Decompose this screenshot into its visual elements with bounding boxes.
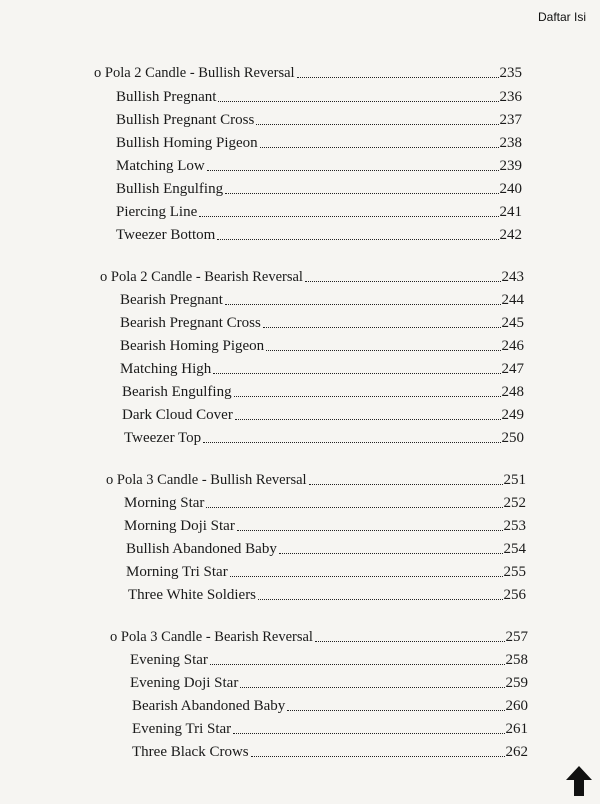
- toc-entry-label: Morning Tri Star: [126, 564, 228, 580]
- toc-page-number: 255: [503, 564, 526, 580]
- toc-entry[interactable]: [126, 559, 526, 581]
- leader-dots: [225, 192, 498, 194]
- toc-page-number: 243: [501, 269, 524, 285]
- toc-heading-label: o Pola 2 Candle - Bearish Reversal: [100, 269, 303, 285]
- toc-entry-label: Tweezer Top: [124, 430, 202, 446]
- toc-entry[interactable]: [130, 647, 528, 669]
- toc-entry[interactable]: [124, 513, 526, 535]
- toc-entry[interactable]: [116, 199, 522, 221]
- toc-page-number: 253: [503, 518, 526, 534]
- toc-page-number: 254: [503, 541, 526, 557]
- toc-heading[interactable]: [110, 624, 528, 646]
- toc-entry[interactable]: [132, 693, 528, 715]
- leader-dots: [218, 100, 498, 102]
- toc-entry[interactable]: [116, 222, 522, 244]
- toc-entry-label: Bearish Engulfing: [122, 384, 232, 400]
- toc-entry-label: Bullish Pregnant Cross: [116, 112, 255, 128]
- leader-dots: [251, 755, 505, 757]
- toc-page-number: 251: [503, 472, 526, 488]
- leader-dots: [260, 146, 499, 148]
- toc-entry-label: Three White Soldiers: [128, 587, 257, 603]
- toc-entry[interactable]: [116, 153, 522, 175]
- leader-dots: [235, 418, 501, 420]
- toc-heading[interactable]: [106, 467, 526, 489]
- toc-entry[interactable]: [132, 739, 528, 761]
- leader-dots: [305, 280, 501, 282]
- toc-entry-label: Three Black Crows: [132, 744, 249, 760]
- toc-page-number: 239: [499, 158, 522, 174]
- leader-dots: [297, 76, 499, 78]
- toc-page-number: 249: [501, 407, 524, 423]
- toc-entry-label: Evening Doji Star: [130, 675, 239, 691]
- toc-entry-label: Bullish Engulfing: [116, 181, 224, 197]
- toc-entry-label: Bearish Abandoned Baby: [132, 698, 286, 714]
- leader-dots: [206, 506, 502, 508]
- toc-entry[interactable]: [120, 356, 524, 378]
- leader-dots: [225, 303, 501, 305]
- arrow-up-icon[interactable]: [564, 764, 594, 798]
- toc-entry[interactable]: [116, 107, 522, 129]
- toc-entry[interactable]: [116, 176, 522, 198]
- leader-dots: [240, 686, 504, 688]
- toc-entry[interactable]: [132, 716, 528, 738]
- toc-heading[interactable]: [100, 264, 524, 286]
- page-header-title: Daftar Isi: [537, 10, 586, 24]
- toc-page-number: 262: [505, 744, 528, 760]
- toc-page-number: 242: [499, 227, 522, 243]
- leader-dots: [309, 483, 503, 485]
- leader-dots: [210, 663, 505, 665]
- toc-entry[interactable]: [116, 130, 522, 152]
- toc-entry-label: Bullish Pregnant: [116, 89, 217, 105]
- leader-dots: [199, 215, 498, 217]
- leader-dots: [258, 598, 502, 600]
- toc-entry[interactable]: [126, 536, 526, 558]
- leader-dots: [315, 640, 505, 642]
- toc-page-number: 238: [499, 135, 522, 151]
- leader-dots: [213, 372, 500, 374]
- leader-dots: [233, 732, 504, 734]
- leader-dots: [266, 349, 500, 351]
- toc-page-number: 252: [503, 495, 526, 511]
- toc-page-number: 244: [501, 292, 524, 308]
- leader-dots: [234, 395, 501, 397]
- toc-entry[interactable]: [120, 287, 524, 309]
- toc-page-number: 248: [501, 384, 524, 400]
- toc-entry-label: Bullish Homing Pigeon: [116, 135, 258, 151]
- toc-entry[interactable]: [116, 84, 522, 106]
- leader-dots: [203, 441, 500, 443]
- toc-page-number: 261: [505, 721, 528, 737]
- toc-entry-label: Piercing Line: [116, 204, 198, 220]
- toc-page-number: 257: [505, 629, 528, 645]
- toc-entry[interactable]: [128, 582, 526, 604]
- toc-page-number: 260: [505, 698, 528, 714]
- toc-entry-label: Matching High: [120, 361, 212, 377]
- toc-entry-label: Tweezer Bottom: [116, 227, 216, 243]
- toc-entry-label: Morning Star: [124, 495, 205, 511]
- toc-entry-label: Dark Cloud Cover: [122, 407, 233, 423]
- toc-page-number: 246: [501, 338, 524, 354]
- toc-page-number: 258: [505, 652, 528, 668]
- toc-entry-label: Matching Low: [116, 158, 205, 174]
- toc-page-number: 256: [503, 587, 526, 603]
- toc-page-number: 259: [505, 675, 528, 691]
- toc-entry-label: Bearish Pregnant Cross: [120, 315, 261, 331]
- leader-dots: [207, 169, 499, 171]
- leader-dots: [263, 326, 501, 328]
- toc-entry-label: Bearish Homing Pigeon: [120, 338, 265, 354]
- leader-dots: [256, 123, 498, 125]
- toc-page-number: 237: [499, 112, 522, 128]
- toc-heading-label: o Pola 2 Candle - Bullish Reversal: [94, 65, 295, 81]
- toc-entry[interactable]: [122, 402, 524, 424]
- toc-entry[interactable]: [130, 670, 528, 692]
- toc-page-number: 241: [499, 204, 522, 220]
- toc-entry-label: Evening Tri Star: [132, 721, 232, 737]
- toc-entry-label: Morning Doji Star: [124, 518, 235, 534]
- toc-entry[interactable]: [124, 490, 526, 512]
- toc-heading[interactable]: [94, 60, 522, 82]
- leader-dots: [237, 529, 503, 531]
- toc-entry[interactable]: [124, 425, 524, 447]
- toc-page-number: 247: [501, 361, 524, 377]
- toc-page-number: 240: [499, 181, 522, 197]
- toc-entry-label: Bullish Abandoned Baby: [126, 541, 277, 557]
- toc-heading-label: o Pola 3 Candle - Bullish Reversal: [106, 472, 307, 488]
- toc-page-number: 245: [501, 315, 524, 331]
- leader-dots: [279, 552, 503, 554]
- leader-dots: [287, 709, 504, 711]
- toc-page-number: 235: [499, 65, 522, 81]
- leader-dots: [230, 575, 503, 577]
- toc-entry[interactable]: [120, 310, 524, 332]
- leader-dots: [217, 238, 498, 240]
- toc-entry[interactable]: [122, 379, 524, 401]
- toc-entry[interactable]: [120, 333, 524, 355]
- toc-entry-label: Evening Star: [130, 652, 208, 668]
- toc-page-number: 236: [499, 89, 522, 105]
- toc-page-number: 250: [501, 430, 524, 446]
- toc-heading-label: o Pola 3 Candle - Bearish Reversal: [110, 629, 313, 645]
- toc-entry-label: Bearish Pregnant: [120, 292, 223, 308]
